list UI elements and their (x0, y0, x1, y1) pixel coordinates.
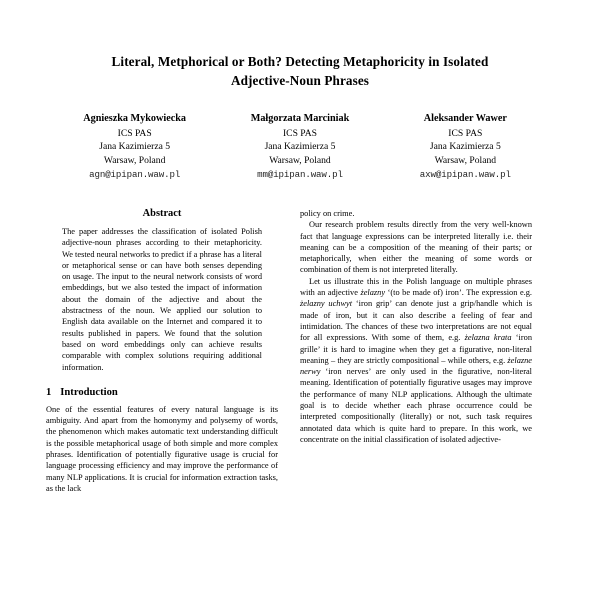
polish-term-zelazne-nerwy: żelazne nerwy (300, 355, 532, 377)
para3-part-2: ‘(to be made of) iron’. The expression e.g. (385, 288, 532, 298)
para3-part-3: ‘iron grip’ can denote just a grip/handle which is made of iron, but it can also describe a feeling of fear and intimidation. The chances of these two interpretations are not equal for all expressions. With some of them, e.g. (300, 299, 532, 343)
page-title (72, 52, 528, 90)
author-affiliation: ICS PAS (117, 127, 152, 139)
section-heading-introduction (46, 387, 278, 398)
author-affiliation: ICS PAS (282, 127, 318, 139)
author-email[interactable]: mm@ipipan.waw.pl (257, 169, 343, 181)
section-title: Introduction (60, 386, 118, 398)
author-block (0, 112, 600, 182)
author-name: Aleksander Wawer (423, 113, 507, 125)
title-block (0, 0, 600, 90)
abstract-heading: Abstract (142, 208, 182, 219)
author-street: Jana Kazimierza 5 (429, 141, 501, 153)
author-city: Warsaw, Poland (103, 154, 166, 166)
para3-part-1: Let us illustrate this in the Polish language on multiple phrases with an adjective (300, 276, 532, 298)
author-name: Agnieszka Mykowiecka (83, 113, 187, 125)
section-number: 1 (46, 386, 52, 398)
right-column (300, 208, 532, 494)
para3-part-4: ‘iron grille’ it is hard to imagine when they get a figurative, non-literal meaning – they are strictly compositional – while others, e.g. (300, 333, 532, 365)
author-name: Małgorzata Marciniak (250, 113, 350, 125)
author-affiliation: ICS PAS (448, 127, 483, 139)
author-city: Warsaw, Poland (269, 154, 331, 166)
intro-paragraph-continued: policy on crime. (300, 209, 355, 218)
author-entry (217, 112, 382, 182)
polish-term-zelazny: żelazny (360, 288, 386, 298)
body-columns (0, 208, 600, 494)
author-entry (383, 112, 548, 182)
polish-term-zelazny-uchwyt: żelazny uchwyt (300, 299, 353, 309)
author-entry (52, 112, 217, 182)
intro-paragraph-2: Our research problem results directly from the very well-known fact that language expressions can be interpreted literally i.e. their meaning can be a composition of the meaning of their parts; or metaphorically, when either the meaning of some words or combination of them is not interpreted literally. (300, 220, 532, 275)
intro-paragraph-3 (300, 276, 532, 445)
author-street: Jana Kazimierza 5 (264, 141, 336, 153)
title-line-2: Adjective-Noun Phrases (230, 73, 370, 89)
author-street: Jana Kazimierza 5 (99, 141, 171, 153)
title-line-1: Literal, Metphorical or Both? Detecting Metaphoricity in Isolated (111, 54, 489, 69)
author-email[interactable]: axw@ipipan.waw.pl (419, 169, 511, 181)
author-city: Warsaw, Poland (434, 154, 497, 166)
author-email[interactable]: agn@ipipan.waw.pl (89, 169, 181, 181)
left-column (46, 208, 278, 494)
abstract-text: The paper addresses the classification of isolated Polish adjective-noun phrases according to their metaphoricity. We tested neural networks to predict if a phrase has a literal or metaphorical sense or can have both senses depending on usage. The input to the neural network consists of word embeddings, but we also tested the impact of information about the domain of the adjective and about the abstractness of the noun. We applied our solution to English data available on the Internet and compared it to results published in papers. We found that the solution based on word embeddings only can achieve results comparable with complex solutions requiring additional information. (62, 227, 262, 372)
para3-part-5: ‘iron nerves’ are only used in the figurative, non-literal meaning. Identification of potentially figurative usages may improve the performance of many NLP applications. Although the ultimate goal is to decide whether each phrase occurrence could be interpreted compositionally (literally) or not, such task requires annotated data which is quite hard to prepare. In this work, we concentrate on the initial classification of isolated adjective- (300, 367, 532, 444)
polish-term-zelazna-krata: żelazna krata (464, 333, 512, 343)
abstract-section (46, 208, 278, 373)
intro-paragraph-left: One of the essential features of every natural language is its ambiguity. And apart from the homonymy and polysemy of words, the phenomenon which makes automatic text understanding difficult is the possible metaphorical usage of both simple and more complex phrases. Identification of potentially figurative usage is crucial for language processing efficiency and may improve the performance of many NLP applications. It is crucial for information extraction tasks, as the lack (46, 404, 278, 493)
